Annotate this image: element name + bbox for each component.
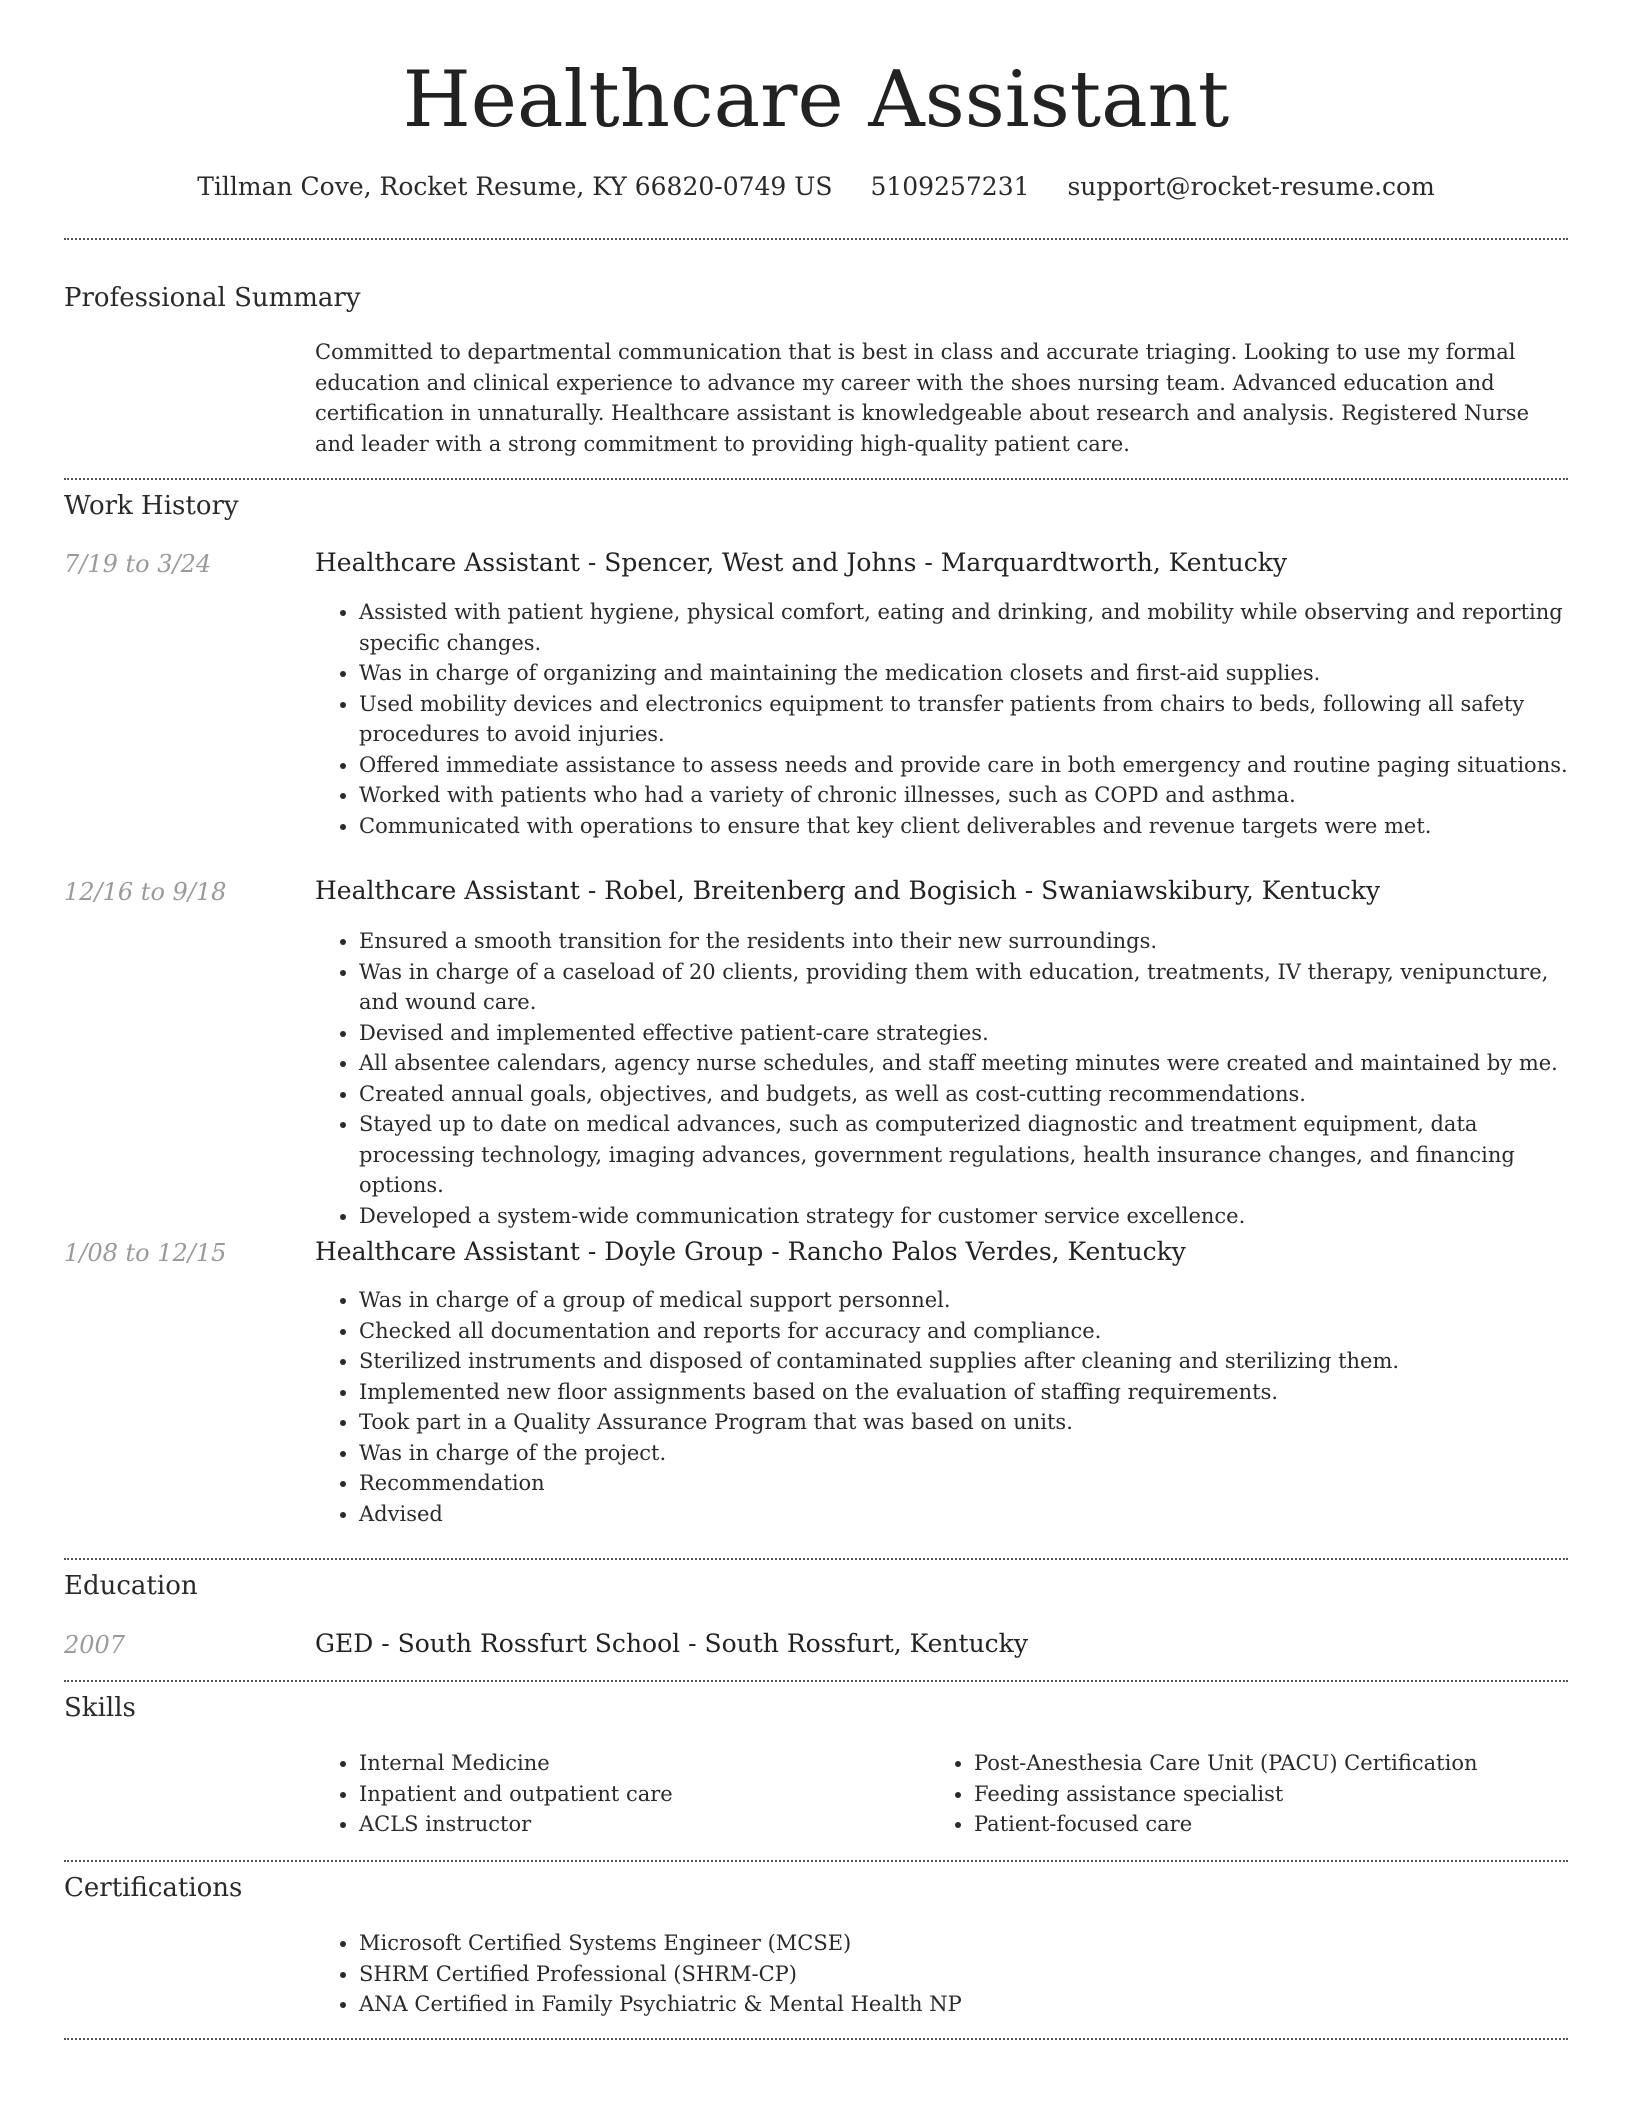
list-item: • Created annual goals, objectives, and budgets, as well as cost-cutting recommendations.: [359, 1079, 1568, 1110]
job-dates: 7/19 to 3/24: [64, 550, 212, 578]
list-item: • Was in charge of a caseload of 20 clients, providing them with education, treatments, IV therapy, venipuncture, and wound care.: [359, 957, 1568, 1018]
list-item: • Implemented new floor assignments based on the evaluation of staffing requirements.: [359, 1377, 1568, 1408]
list-item: • Developed a system-wide communication strategy for customer service excellence.: [359, 1201, 1568, 1232]
list-item: • Microsoft Certified Systems Engineer (MCSE): [359, 1928, 1568, 1959]
list-item: • Checked all documentation and reports for accuracy and compliance.: [359, 1316, 1568, 1347]
section-heading-summary: Professional Summary: [64, 283, 361, 313]
resume-title: Healthcare Assistant: [402, 55, 1230, 145]
list-item: • Assisted with patient hygiene, physical comfort, eating and drinking, and mobility while observing and reporting specific changes.: [359, 597, 1568, 658]
divider: [64, 1860, 1568, 1862]
list-item: • Offered immediate assistance to assess needs and provide care in both emergency and routine paging situations.: [359, 750, 1568, 781]
section-heading-education: Education: [64, 1571, 198, 1601]
list-item: • Feeding assistance specialist: [974, 1779, 1570, 1810]
list-item: • Advised: [359, 1499, 1568, 1530]
list-item: • Stayed up to date on medical advances, such as computerized diagnostic and treatment equipment, data processing technology, imaging advances, government regulations, health insurance changes, and financing options.: [359, 1109, 1568, 1201]
job-dates: 1/08 to 12/15: [64, 1239, 227, 1267]
list-item: • Communicated with operations to ensure that key client deliverables and revenue targets were met.: [359, 811, 1568, 842]
job-title: Healthcare Assistant - Spencer, West and Johns - Marquardtworth, Kentucky: [315, 548, 1288, 577]
divider: [64, 2038, 1568, 2040]
list-item: • Internal Medicine: [359, 1748, 915, 1779]
certifications-list: [315, 1928, 1568, 2020]
job-title: Healthcare Assistant - Doyle Group - Rancho Palos Verdes, Kentucky: [315, 1237, 1186, 1266]
contact-line: [0, 170, 1632, 204]
job-dates: 12/16 to 9/18: [64, 878, 227, 906]
list-item: • Worked with patients who had a variety of chronic illnesses, such as COPD and asthma.: [359, 780, 1568, 811]
list-item: • Post-Anesthesia Care Unit (PACU) Certification: [974, 1748, 1570, 1779]
list-item: • Was in charge of the project.: [359, 1438, 1568, 1469]
list-item: • Patient-focused care: [974, 1809, 1570, 1840]
list-item: • Took part in a Quality Assurance Program that was based on units.: [359, 1407, 1568, 1438]
skills-list-right: [930, 1748, 1570, 1840]
list-item: • Ensured a smooth transition for the residents into their new surroundings.: [359, 926, 1568, 957]
list-item: • Recommendation: [359, 1468, 1568, 1499]
section-heading-work: Work History: [64, 491, 239, 521]
divider: [64, 1558, 1568, 1560]
divider: [64, 1680, 1568, 1682]
list-item: • Devised and implemented effective patient-care strategies.: [359, 1018, 1568, 1049]
summary-text: Committed to departmental communication that is best in class and accurate triaging. Looking to use my formal education and clinical experience to advance my career with the shoes nursing team. Advanced education and certification in unnaturally. Healthcare assistant is knowledgeable about research and analysis. Registered Nurse and leader with a strong commitment to providing high-quality patient care.: [315, 340, 1530, 456]
list-item: • Used mobility devices and electronics equipment to transfer patients from chairs to beds, following all safety procedures to avoid injuries.: [359, 689, 1568, 750]
job-title: Healthcare Assistant - Robel, Breitenberg and Bogisich - Swaniawskibury, Kentucky: [315, 876, 1381, 905]
contact-address: Tillman Cove, Rocket Resume, KY 66820-0749 US: [197, 172, 833, 201]
education-year: 2007: [64, 1631, 126, 1659]
list-item: • ACLS instructor: [359, 1809, 915, 1840]
list-item: • SHRM Certified Professional (SHRM-CP): [359, 1959, 1568, 1990]
contact-email: support@rocket-resume.com: [1067, 172, 1435, 201]
list-item: • ANA Certified in Family Psychiatric & Mental Health NP: [359, 1989, 1568, 2020]
education-entry: GED - South Rossfurt School - South Rossfurt, Kentucky: [315, 1629, 1028, 1658]
list-item: • All absentee calendars, agency nurse schedules, and staff meeting minutes were created and maintained by me.: [359, 1048, 1568, 1079]
list-item: • Was in charge of a group of medical support personnel.: [359, 1285, 1568, 1316]
job-bullets: [315, 1285, 1568, 1529]
contact-phone: 5109257231: [870, 172, 1030, 201]
divider: [64, 478, 1568, 480]
list-item: • Was in charge of organizing and maintaining the medication closets and first-aid supplies.: [359, 658, 1568, 689]
list-item: • Sterilized instruments and disposed of contaminated supplies after cleaning and sterilizing them.: [359, 1346, 1568, 1377]
divider: [64, 238, 1568, 240]
section-heading-certifications: Certifications: [64, 1873, 243, 1903]
list-item: • Inpatient and outpatient care: [359, 1779, 915, 1810]
section-heading-skills: Skills: [64, 1693, 136, 1723]
skills-list-left: [315, 1748, 915, 1840]
job-bullets: [315, 597, 1568, 841]
job-bullets: [315, 926, 1568, 1231]
